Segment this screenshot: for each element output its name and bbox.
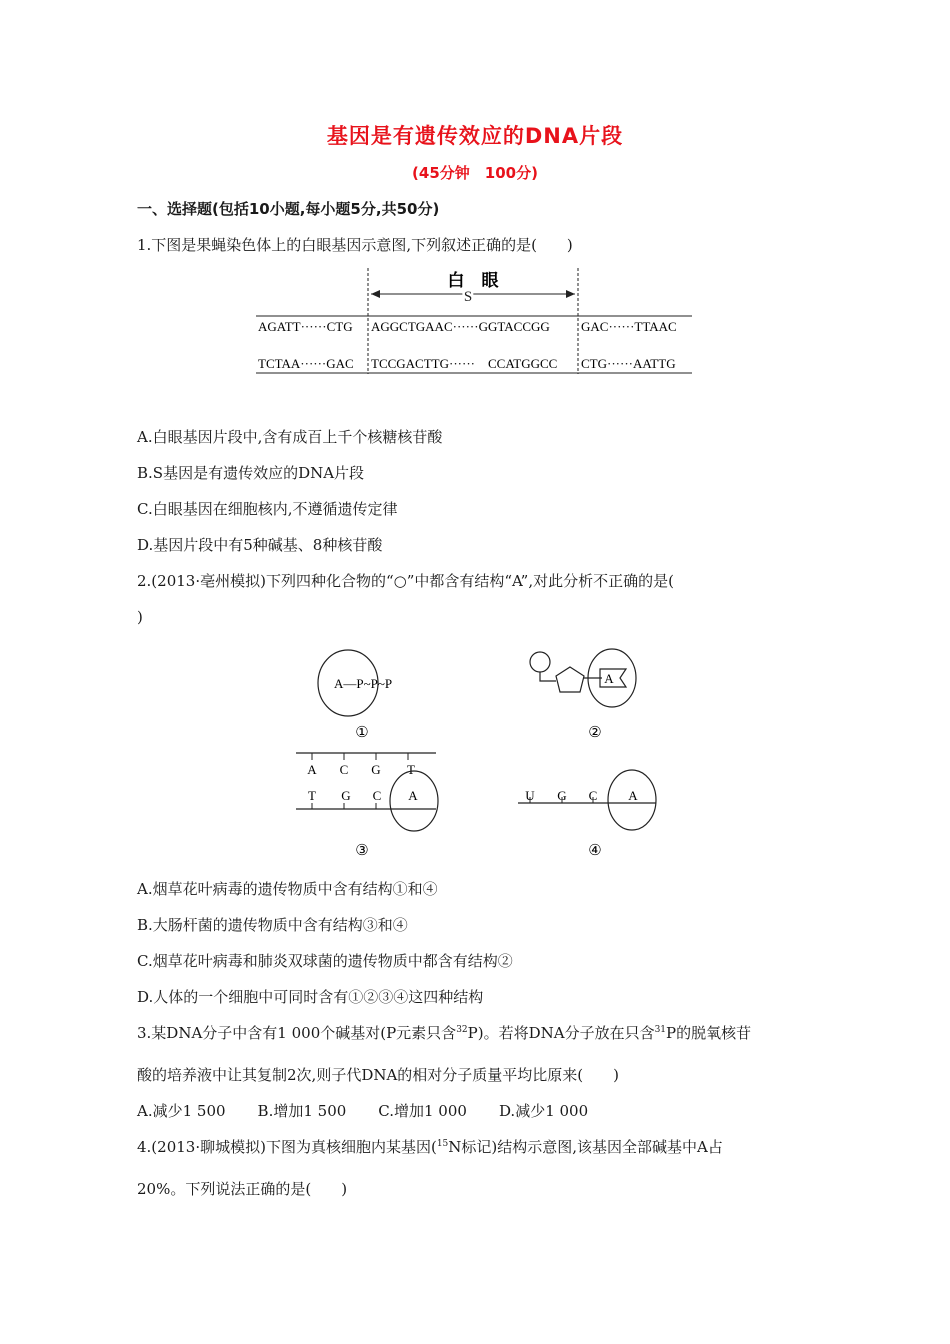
bottom-strand-left: TCTAA······GAC bbox=[258, 356, 354, 371]
label-4: ④ bbox=[588, 843, 602, 859]
rna-base-1: U bbox=[525, 788, 535, 803]
dna-top-4: T bbox=[407, 762, 415, 777]
four-compounds-diagram bbox=[290, 645, 670, 865]
page-title: 基因是有遗传效应的DNA片段 bbox=[326, 124, 624, 148]
q3-line2: 酸的培养液中让其复制2次,则子代DNA的相对分子质量平均比原来( ) bbox=[137, 1066, 620, 1084]
dna-bottom-2: G bbox=[341, 788, 351, 803]
top-strand-left: AGATT······CTG bbox=[258, 319, 353, 334]
white-eye-gene-diagram bbox=[250, 262, 700, 382]
rna-base-4: A bbox=[628, 788, 638, 803]
q3-options bbox=[137, 1100, 588, 1121]
atp-formula: A—P~P~P bbox=[334, 676, 393, 691]
dna-top-2: C bbox=[339, 762, 349, 777]
rna-base-2: G bbox=[557, 788, 567, 803]
dna-top-1: A bbox=[307, 762, 317, 777]
page-subtitle: (45分钟 100分) bbox=[412, 164, 538, 182]
dna-bottom-3: C bbox=[372, 788, 382, 803]
q3-option-c: C.增加1 000 bbox=[378, 1102, 467, 1120]
label-3: ③ bbox=[355, 843, 369, 859]
sugar-pentagon bbox=[556, 667, 584, 692]
phosphate-circle bbox=[530, 652, 550, 672]
q1-option-b: B.S基因是有遗传效应的DNA片段 bbox=[137, 464, 365, 482]
section-heading: 一、选择题(包括10小题,每小题5分,共50分) bbox=[137, 200, 440, 218]
label-2: ② bbox=[588, 725, 602, 741]
q1-option-c: C.白眼基因在细胞核内,不遵循遗传定律 bbox=[137, 500, 398, 518]
q4-line1: 4.(2013·聊城模拟)下图为真核细胞内某基因($^{15}$N标记)结构示意图,该基因全部碱基中A占 bbox=[137, 1138, 723, 1156]
q3-option-d: D.减少1 000 bbox=[498, 1102, 589, 1120]
q4-line2: 20%。下列说法正确的是( ) bbox=[137, 1180, 348, 1198]
q2-stem-line1: 2.(2013·亳州模拟)下列四种化合物的“○”中都含有结构“A”,对此分析不正确的是( bbox=[137, 572, 674, 590]
q1-option-d: D.基因片段中有5种碱基、8种核苷酸 bbox=[137, 536, 383, 554]
gene-label: 白 眼 bbox=[447, 271, 499, 290]
q1-stem: 1.下图是果蝇染色体上的白眼基因示意图,下列叙述正确的是( ) bbox=[137, 236, 573, 254]
q1-option-a: A.白眼基因片段中,含有成百上千个核糖核苷酸 bbox=[137, 428, 443, 446]
top-strand-gene: AGGCTGAAC······GGTACCGG bbox=[371, 319, 550, 334]
q2-option-a: A.烟草花叶病毒的遗传物质中含有结构①和④ bbox=[137, 880, 438, 898]
q3-line1: 3.某DNA分子中含有1 000个碱基对(P元素只含$^{32}$P)。若将DNA分子放在只含$^{31}$P的脱氧核苷 bbox=[137, 1024, 752, 1042]
q2-option-c: C.烟草花叶病毒和肺炎双球菌的遗传物质中都含有结构② bbox=[137, 952, 513, 970]
q2-option-d: D.人体的一个细胞中可同时含有①②③④这四种结构 bbox=[137, 988, 484, 1006]
base-letter: A bbox=[604, 671, 614, 686]
q3-option-b: B.增加1 500 bbox=[257, 1102, 347, 1120]
rna-base-3: C bbox=[588, 788, 598, 803]
bottom-strand-gene: TCCGACTTG······ CCATGGCC bbox=[371, 356, 558, 371]
q2-option-b: B.大肠杆菌的遗传物质中含有结构③和④ bbox=[137, 916, 408, 934]
dna-bottom-1: T bbox=[308, 788, 316, 803]
s-label: S bbox=[463, 289, 473, 305]
dna-bottom-4: A bbox=[408, 788, 418, 803]
q2-stem-line2: ) bbox=[137, 608, 143, 626]
bottom-strand-right: CTG······AATTG bbox=[581, 356, 676, 371]
top-strand-right: GAC······TTAAC bbox=[581, 319, 677, 334]
dna-top-3: G bbox=[371, 762, 381, 777]
label-1: ① bbox=[355, 725, 369, 741]
q3-option-a: A.减少1 500 bbox=[137, 1102, 226, 1120]
